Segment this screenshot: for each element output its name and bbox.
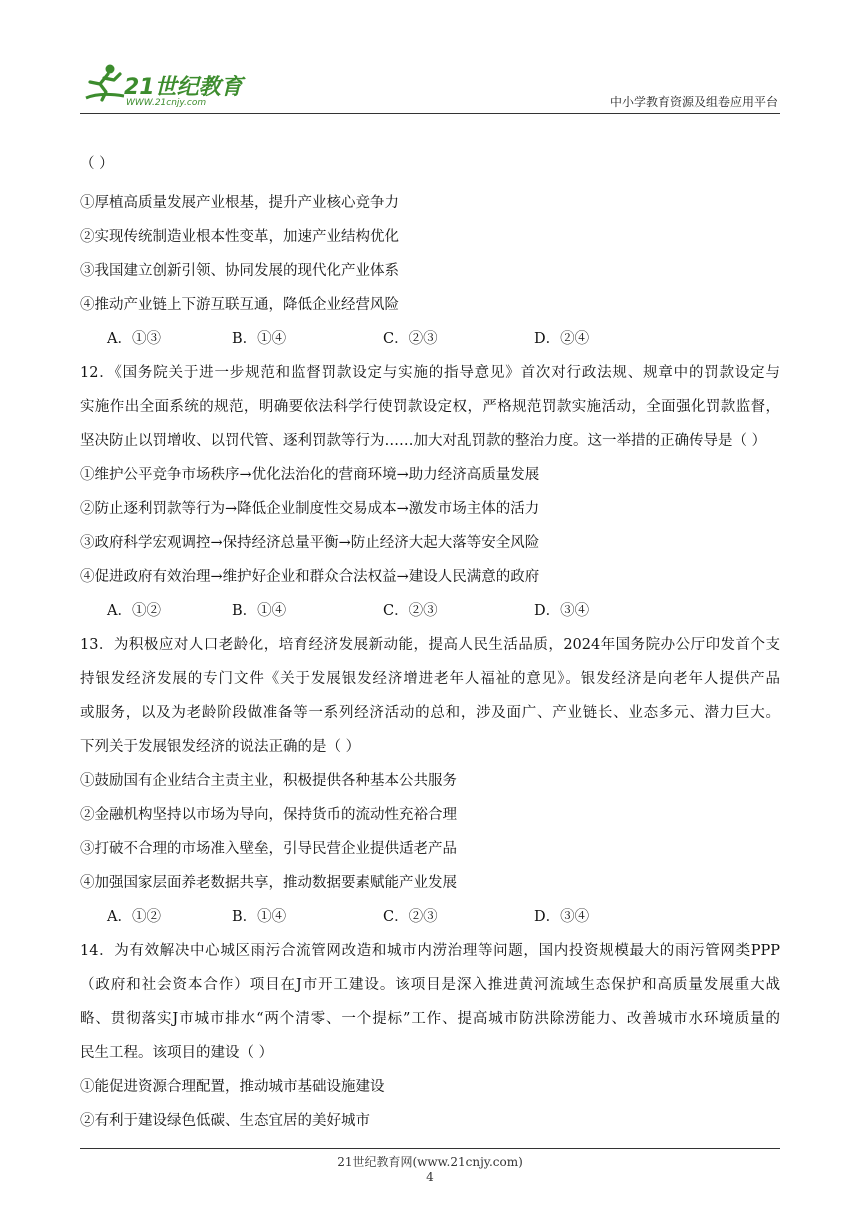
q12-options <box>80 599 780 619</box>
q11-item-1: ①厚植高质量发展产业根基，提升产业核心竞争力 <box>80 195 399 211</box>
footer-divider <box>80 1148 780 1149</box>
logo-text: 21世纪教育 <box>124 75 243 100</box>
q11-bracket: （ ） <box>80 156 114 172</box>
logo <box>80 62 260 112</box>
q14-stem-line-2: （政府和社会资本合作）项目在J市开工建设。该项目是深入推进黄河流域生态保护和高质量发展重大战 <box>80 977 780 993</box>
logo-url: WWW.21cnjy.com <box>126 98 207 108</box>
q11-option-d: D．②④ <box>534 331 590 347</box>
q12-item-3: ③政府科学宏观调控→保持经济总量平衡→防止经济大起大落等安全风险 <box>80 535 540 551</box>
q11-options <box>80 327 780 347</box>
q12-stem-line-2: 实施作出全面系统的规范，明确要依法科学行使罚款设定权，严格规范罚款实施活动，全面强化罚款监督， <box>80 399 780 415</box>
q11-item-4: ④推动产业链上下游互联互通，降低企业经营风险 <box>80 297 399 313</box>
q11-option-a: A．①③ <box>107 331 161 347</box>
q12-option-d: D．③④ <box>534 603 590 619</box>
q14-stem-line-3: 略、贯彻落实J市城市排水“两个清零、一个提标”工作、提高城市防洪除涝能力、改善城市水环境质量的 <box>80 1011 780 1027</box>
q13-option-b: B．①④ <box>232 909 287 925</box>
runner-logo-icon <box>80 62 128 106</box>
q13-stem-line-2: 持银发经济发展的专门文件《关于发展银发经济增进老年人福祉的意见》。银发经济是向老年人提供产品 <box>80 671 780 687</box>
q12-item-2: ②防止逐利罚款等行为→降低企业制度性交易成本→激发市场主体的活力 <box>80 501 540 517</box>
q12-option-c: C．②③ <box>383 603 438 619</box>
q13-stem-line-3: 或服务，以及为老龄阶段做准备等一系列经济活动的总和，涉及面广、产业链长、业态多元、潜力巨大。 <box>80 705 780 721</box>
q12-item-1: ①维护公平竞争市场秩序→优化法治化的营商环境→助力经济高质量发展 <box>80 467 540 483</box>
q14-stem-line-1: 14．为有效解决中心城区雨污合流管网改造和城市内涝治理等问题，国内投资规模最大的雨污管网类PPP <box>80 943 780 959</box>
q12-option-a: A．①② <box>107 603 161 619</box>
q11-item-3: ③我国建立创新引领、协同发展的现代化产业体系 <box>80 263 399 279</box>
q14-stem-line-4: 民生工程。该项目的建设（ ） <box>80 1045 274 1061</box>
q14-item-2: ②有利于建设绿色低碳、生态宜居的美好城市 <box>80 1113 370 1129</box>
q12-item-4: ④促进政府有效治理→维护好企业和群众合法权益→建设人民满意的政府 <box>80 569 540 585</box>
q13-item-2: ②金融机构坚持以市场为导向，保持货币的流动性充裕合理 <box>80 807 457 823</box>
q13-options <box>80 905 780 925</box>
page-number: 4 <box>426 1170 434 1184</box>
q13-item-1: ①鼓励国有企业结合主责主业，积极提供各种基本公共服务 <box>80 773 457 789</box>
q12-stem-line-3: 坚决防止以罚增收、以罚代管、逐利罚款等行为……加大对乱罚款的整治力度。这一举措的正确传导是（ ） <box>80 433 767 449</box>
q13-stem-line-1: 13．为积极应对人口老龄化，培育经济发展新动能，提高人民生活品质，2024年国务院办公厅印发首个支 <box>80 637 780 653</box>
q12-option-b: B．①④ <box>232 603 287 619</box>
q12-stem-line-1: 12．《国务院关于进一步规范和监督罚款设定与实施的指导意见》首次对行政法规、规章中的罚款设定与 <box>80 365 780 381</box>
q13-option-d: D．③④ <box>534 909 590 925</box>
footer-site: 21世纪教育网(www.21cnjy.com) <box>337 1155 523 1169</box>
q14-item-1: ①能促进资源合理配置，推动城市基础设施建设 <box>80 1079 385 1095</box>
q13-stem-line-4: 下列关于发展银发经济的说法正确的是（ ） <box>80 739 361 755</box>
q11-option-b: B．①④ <box>232 331 287 347</box>
q11-option-c: C．②③ <box>383 331 438 347</box>
header-divider <box>80 113 780 114</box>
q13-option-c: C．②③ <box>383 909 438 925</box>
q13-item-4: ④加强国家层面养老数据共享，推动数据要素赋能产业发展 <box>80 875 457 891</box>
page-header <box>80 62 780 114</box>
q11-item-2: ②实现传统制造业根本性变革，加速产业结构优化 <box>80 229 399 245</box>
q13-item-3: ③打破不合理的市场准入壁垒，引导民营企业提供适老产品 <box>80 841 457 857</box>
q13-option-a: A．①② <box>107 909 161 925</box>
platform-name: 中小学教育资源及组卷应用平台 <box>609 95 778 109</box>
